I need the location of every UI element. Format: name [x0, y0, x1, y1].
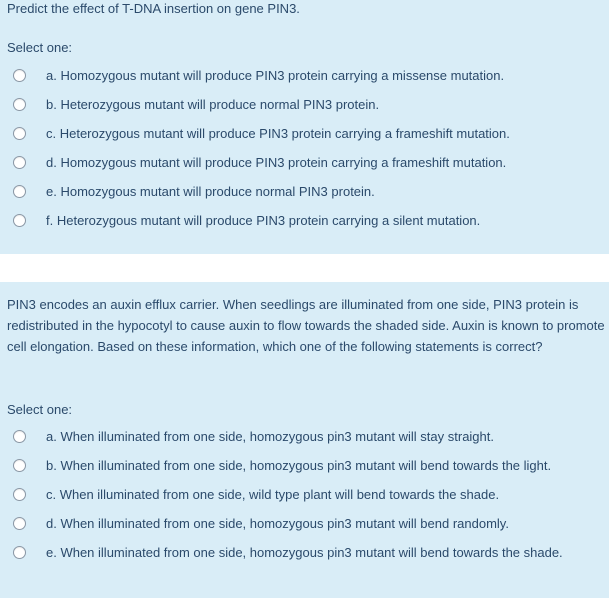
question-separator	[0, 254, 609, 282]
option-label: d. Homozygous mutant will produce PIN3 protein carrying a frameshift mutation.	[46, 155, 507, 170]
question-2-option-d[interactable]	[13, 513, 605, 534]
question-2-select-label: Select one:	[7, 402, 73, 417]
radio-button-icon[interactable]	[13, 488, 26, 501]
option-label: b. Heterozygous mutant will produce normal PIN3 protein.	[46, 97, 380, 112]
option-label: d. When illuminated from one side, homozygous pin3 mutant will bend randomly.	[46, 516, 509, 531]
question-2-option-c[interactable]	[13, 484, 605, 505]
radio-button-icon[interactable]	[13, 127, 26, 140]
question-1-option-c[interactable]	[13, 123, 605, 144]
question-2-text: PIN3 encodes an auxin efflux carrier. When seedlings are illuminated from one side, PIN3 protein is redistributed in the hypocotyl to cause auxin to flow towards the shaded side. Auxin is known to promote cell elongation. Based on these information, which one of the following statements is correct?	[7, 297, 605, 354]
radio-button-icon[interactable]	[13, 98, 26, 111]
question-2-card	[0, 282, 609, 598]
option-label: c. When illuminated from one side, wild type plant will bend towards the shade.	[46, 487, 500, 502]
question-1-option-d[interactable]	[13, 152, 605, 173]
question-1-card	[0, 0, 609, 254]
question-1-option-e[interactable]	[13, 181, 605, 202]
option-label: a. Homozygous mutant will produce PIN3 protein carrying a missense mutation.	[46, 68, 505, 83]
option-label: e. When illuminated from one side, homozygous pin3 mutant will bend towards the shade.	[46, 545, 563, 560]
radio-button-icon[interactable]	[13, 459, 26, 472]
option-label: a. When illuminated from one side, homozygous pin3 mutant will stay straight.	[46, 429, 494, 444]
radio-button-icon[interactable]	[13, 185, 26, 198]
radio-button-icon[interactable]	[13, 214, 26, 227]
question-1-text: Predict the effect of T-DNA insertion on gene PIN3.	[7, 1, 300, 16]
question-2-option-a[interactable]	[13, 426, 605, 447]
option-label: e. Homozygous mutant will produce normal PIN3 protein.	[46, 184, 375, 199]
question-1-option-b[interactable]	[13, 94, 605, 115]
question-1-option-a[interactable]	[13, 65, 605, 86]
radio-button-icon[interactable]	[13, 156, 26, 169]
question-1-option-f[interactable]	[13, 210, 605, 231]
question-2-option-b[interactable]	[13, 455, 605, 476]
question-1-select-label: Select one:	[7, 40, 73, 55]
radio-button-icon[interactable]	[13, 517, 26, 530]
option-label: b. When illuminated from one side, homozygous pin3 mutant will bend towards the light.	[46, 458, 552, 473]
option-label: f. Heterozygous mutant will produce PIN3 protein carrying a silent mutation.	[46, 213, 481, 228]
option-label: c. Heterozygous mutant will produce PIN3 protein carrying a frameshift mutation.	[46, 126, 510, 141]
question-2-option-e[interactable]	[13, 542, 569, 563]
radio-button-icon[interactable]	[13, 430, 26, 443]
radio-button-icon[interactable]	[13, 546, 26, 559]
radio-button-icon[interactable]	[13, 69, 26, 82]
